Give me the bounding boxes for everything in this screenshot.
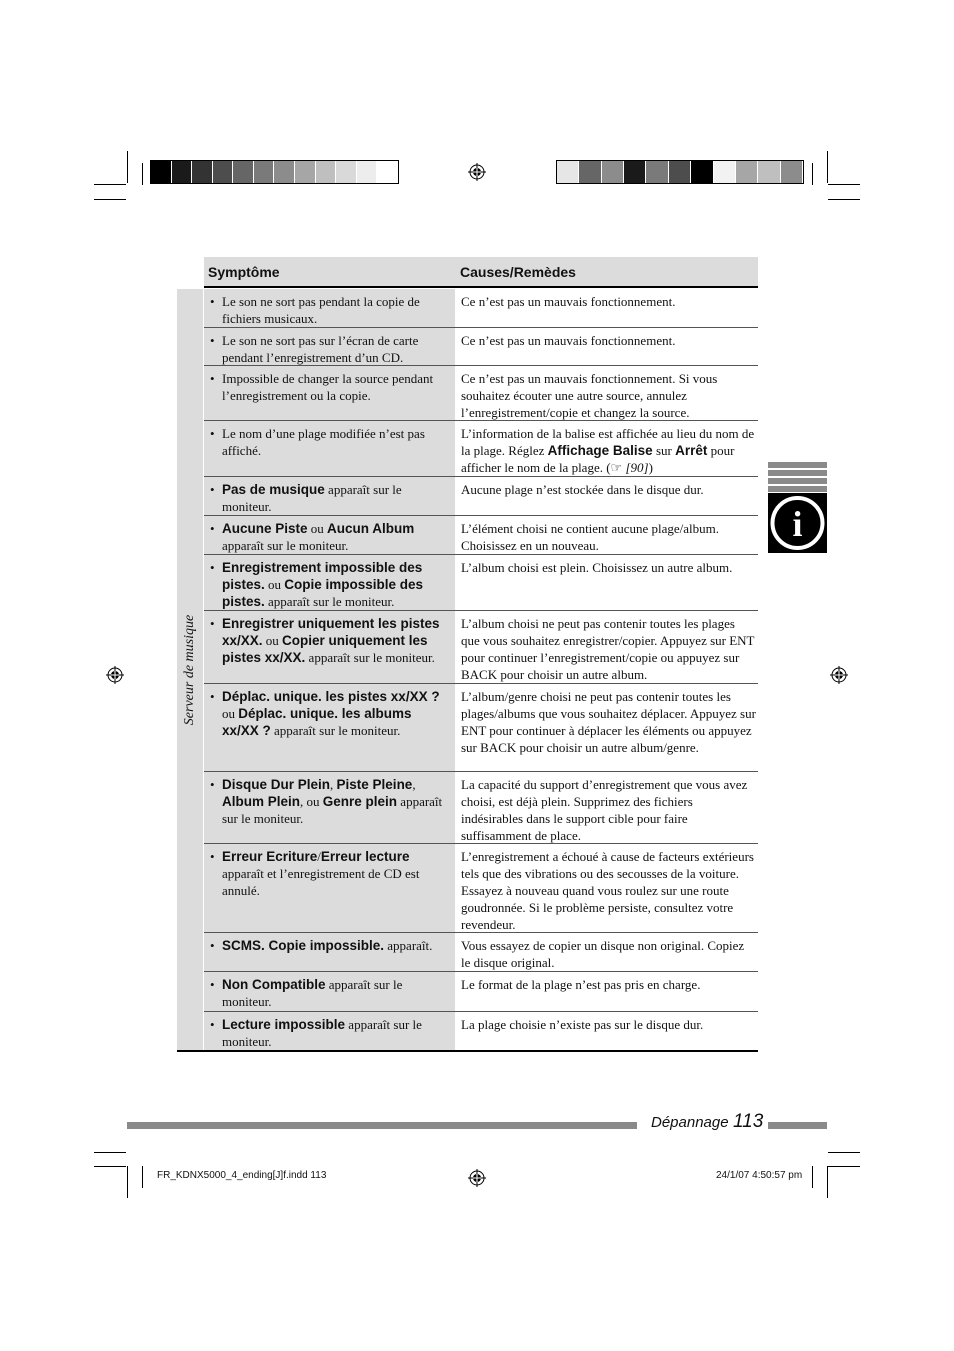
- table-row: • Disque Dur Plein, Piste Pleine, Album Plein, ou Genre plein apparaît sur le moniteur. La capacité du support d’enregistrement que vous avez choisi, est déjà plein. Supprimez des fichiers indésirables dans le support cible pour faire suffisamment de place.: [204, 771, 758, 843]
- color-swatch: [192, 161, 213, 183]
- color-swatch: [736, 161, 758, 183]
- cause-text: Le format de la plage n’est pas pris en charge.: [461, 977, 701, 992]
- crop-mark: [828, 1152, 860, 1153]
- crop-mark: [812, 163, 813, 185]
- table-bottom-rule: [177, 1050, 758, 1052]
- symptom-text: Le son ne sort pas pendant la copie de fichiers musicaux.: [222, 294, 420, 326]
- table-row: • Lecture impossible apparaît sur le moniteur. La plage choisie n’existe pas sur le disque dur.: [204, 1011, 758, 1050]
- color-swatch: [172, 161, 193, 183]
- color-swatch: [274, 161, 295, 183]
- symptom-text: SCMS. Copie impossible. apparaît.: [222, 938, 433, 953]
- crop-mark: [94, 1166, 126, 1167]
- cause-text: Vous essayez de copier un disque non original. Copiez le disque original.: [461, 938, 745, 970]
- color-swatch: [669, 161, 691, 183]
- symptom-text: Disque Dur Plein, Piste Pleine, Album Plein, ou Genre plein apparaît sur le moniteur.: [222, 777, 443, 826]
- symptom-text: Le son ne sort pas sur l’écran de carte pendant l’enregistrement d’un CD.: [222, 333, 419, 365]
- symptom-text: Enregistrer uniquement les pistes xx/XX. ou Copier uniquement les pistes xx/XX. apparaît sur le moniteur.: [222, 616, 440, 665]
- crop-mark: [827, 151, 828, 183]
- table-row: • Enregistrement impossible des pistes. ou Copie impossible des pistes. apparaît sur le moniteur. L’album choisi est plein. Choisissez un autre album.: [204, 554, 758, 610]
- crop-mark: [827, 1166, 828, 1198]
- color-swatch: [758, 161, 780, 183]
- color-swatch: [357, 161, 378, 183]
- cause-text: L’enregistrement a échoué à cause de facteurs extérieurs tels que des vibrations ou des secousses de la voiture. Essayez à nouveau quand vous roulez sur une route goudronnée. Si le problème persiste, consultez votre revendeur.: [461, 849, 754, 932]
- cause-text: L’album/genre choisi ne peut pas contenir toutes les plages/albums que vous souhaitez déplacer. Appuyez sur ENT pour continuer à déplacer les éléments ou appuyez sur BACK pour choisir un autre album/genre.: [461, 689, 756, 755]
- info-tab: [768, 493, 827, 553]
- page-number: 113: [733, 1111, 764, 1132]
- color-swatch: [624, 161, 646, 183]
- symptom-text: Déplac. unique. les pistes xx/XX ? ou Déplac. unique. les albums xx/XX ? apparaît sur le moniteur.: [222, 689, 440, 738]
- color-swatch: [213, 161, 234, 183]
- date-slug: 24/1/07 4:50:57 pm: [716, 1170, 803, 1181]
- table-row: • Le son ne sort pas pendant la copie de fichiers musicaux. Ce n’est pas un mauvais fonctionnement.: [204, 289, 758, 327]
- color-swatch: [714, 161, 736, 183]
- color-swatch: [557, 161, 579, 183]
- color-swatch: [781, 161, 803, 183]
- footer-bar-left: [127, 1122, 637, 1129]
- table-row: • Non Compatible apparaît sur le moniteur. Le format de la plage n’est pas pris en charge.: [204, 971, 758, 1011]
- registration-target-icon: [106, 666, 124, 684]
- registration-target-icon: [468, 163, 486, 181]
- crop-mark: [94, 1152, 126, 1153]
- header-symptom: Symptôme: [208, 264, 280, 280]
- section-label: Serveur de musique: [182, 614, 197, 726]
- symptom-text: Non Compatible apparaît sur le moniteur.: [222, 977, 403, 1009]
- cause-text: Ce n’est pas un mauvais fonctionnement.: [461, 294, 676, 309]
- symptom-text: Lecture impossible apparaît sur le moniteur.: [222, 1017, 422, 1049]
- table-row: • Erreur Ecriture/Erreur lecture apparaît et l’enregistrement de CD est annulé. L’enregistrement a échoué à cause de facteurs extérieurs tels que des vibrations ou des secousses de la voiture. Essayez à nouveau quand vous roulez sur une route goudronnée. Si le problème persiste, consultez votre revendeur.: [204, 843, 758, 932]
- color-swatch: [579, 161, 601, 183]
- crop-mark: [94, 199, 126, 200]
- symptom-text: Aucune Piste ou Aucun Album apparaît sur le moniteur.: [222, 521, 415, 553]
- footer-bar-right: [768, 1122, 827, 1129]
- cause-text: Ce n’est pas un mauvais fonctionnement.: [461, 333, 676, 348]
- crop-mark: [812, 1166, 813, 1188]
- color-calibration-bar-left: [150, 160, 399, 184]
- header-cause: Causes/Remèdes: [460, 264, 576, 280]
- cause-text: L’album choisi est plein. Choisissez un autre album.: [461, 560, 733, 575]
- crop-mark: [142, 163, 143, 185]
- cause-text: Aucune plage n’est stockée dans le disque dur.: [461, 482, 704, 497]
- color-swatch: [233, 161, 254, 183]
- color-swatch: [691, 161, 713, 183]
- color-swatch: [377, 161, 398, 183]
- crop-mark: [828, 1166, 860, 1167]
- symptom-text: Enregistrement impossible des pistes. ou Copie impossible des pistes. apparaît sur le moniteur.: [222, 560, 424, 609]
- page-reference: [90]: [625, 460, 649, 475]
- crop-mark: [127, 151, 128, 183]
- table-row: • Le nom d’une plage modifiée n’est pas affiché. L’information de la balise est affichée au lieu du nom de la plage. Réglez Affichage Balise sur Arrêt pour afficher le nom de la plage. (☞ [90]): [204, 420, 758, 476]
- crop-mark: [828, 199, 860, 200]
- crop-mark: [127, 1166, 128, 1198]
- section-tab-stripes: [768, 462, 827, 494]
- cause-text: Ce n’est pas un mauvais fonctionnement. Si vous souhaitez écouter une autre source, annulez l’enregistrement/copie et changez la source.: [461, 371, 718, 420]
- crop-mark: [94, 184, 126, 185]
- footer-section: Dépannage: [651, 1114, 729, 1131]
- color-swatch: [646, 161, 668, 183]
- cause-text: La capacité du support d’enregistrement que vous avez choisi, est déjà plein. Supprimez des fichiers indésirables dans le support cible pour faire suffisamment de place.: [461, 777, 748, 843]
- svg-text:i: i: [792, 504, 803, 544]
- table-row: • Déplac. unique. les pistes xx/XX ? ou Déplac. unique. les albums xx/XX ? apparaît sur le moniteur. L’album/genre choisi ne peut pas contenir toutes les plages/albums que vous souhaitez déplacer. Appuyez sur ENT pour continuer à déplacer les éléments ou appuyez sur BACK pour choisir un autre album/genre.: [204, 683, 758, 771]
- color-swatch: [316, 161, 337, 183]
- cause-text: L’information de la balise est affichée au lieu du nom de la plage. Réglez Affichage Balise sur Arrêt pour afficher le nom de la plage. (☞ [90]): [461, 426, 755, 475]
- table-row: • SCMS. Copie impossible. apparaît. Vous essayez de copier un disque non original. Copiez le disque original.: [204, 932, 758, 971]
- table-row: • Enregistrer uniquement les pistes xx/XX. ou Copier uniquement les pistes xx/XX. apparaît sur le moniteur. L’album choisi ne peut pas contenir toutes les plages que vous souhaitez enregistrer/copier. Appuyez sur ENT pour continuer l’enregistrement/copie ou appuyez sur BACK pour choisir un autre album.: [204, 610, 758, 683]
- color-swatch: [336, 161, 357, 183]
- color-swatch: [151, 161, 172, 183]
- symptom-text: Pas de musique apparaît sur le moniteur.: [222, 482, 402, 514]
- cause-text: La plage choisie n’existe pas sur le disque dur.: [461, 1017, 704, 1032]
- cause-text: L’album choisi ne peut pas contenir toutes les plages que vous souhaitez enregistrer/copier. Appuyez sur ENT pour continuer l’enregistrement/copie ou appuyez sur BACK pour choisir un autre album.: [461, 616, 755, 682]
- symptom-text: Erreur Ecriture/Erreur lecture apparaît et l’enregistrement de CD est annulé.: [222, 849, 420, 898]
- color-calibration-bar-right: [556, 160, 804, 184]
- table-row: • Aucune Piste ou Aucun Album apparaît sur le moniteur. L’élément choisi ne contient aucune plage/album. Choisissez en un nouveau.: [204, 515, 758, 554]
- file-slug: FR_KDNX5000_4_ending[J]f.indd 113: [157, 1170, 327, 1181]
- cause-text: L’élément choisi ne contient aucune plage/album. Choisissez en un nouveau.: [461, 521, 719, 553]
- table-row: • Le son ne sort pas sur l’écran de carte pendant l’enregistrement d’un CD. Ce n’est pas un mauvais fonctionnement.: [204, 327, 758, 365]
- registration-target-icon: [468, 1169, 486, 1187]
- table-row: • Pas de musique apparaît sur le moniteur. Aucune plage n’est stockée dans le disque dur.: [204, 476, 758, 515]
- info-icon: [768, 493, 827, 553]
- color-swatch: [254, 161, 275, 183]
- color-swatch: [602, 161, 624, 183]
- crop-mark: [828, 184, 860, 185]
- symptom-text: Impossible de changer la source pendant l’enregistrement ou la copie.: [222, 371, 434, 403]
- crop-mark: [142, 1166, 143, 1188]
- registration-target-icon: [830, 666, 848, 684]
- symptom-text: Le nom d’une plage modifiée n’est pas affiché.: [222, 426, 425, 458]
- color-swatch: [295, 161, 316, 183]
- table-row: • Impossible de changer la source pendant l’enregistrement ou la copie. Ce n’est pas un mauvais fonctionnement. Si vous souhaitez écouter une autre source, annulez l’enregistrement/copie et changez la source.: [204, 365, 758, 420]
